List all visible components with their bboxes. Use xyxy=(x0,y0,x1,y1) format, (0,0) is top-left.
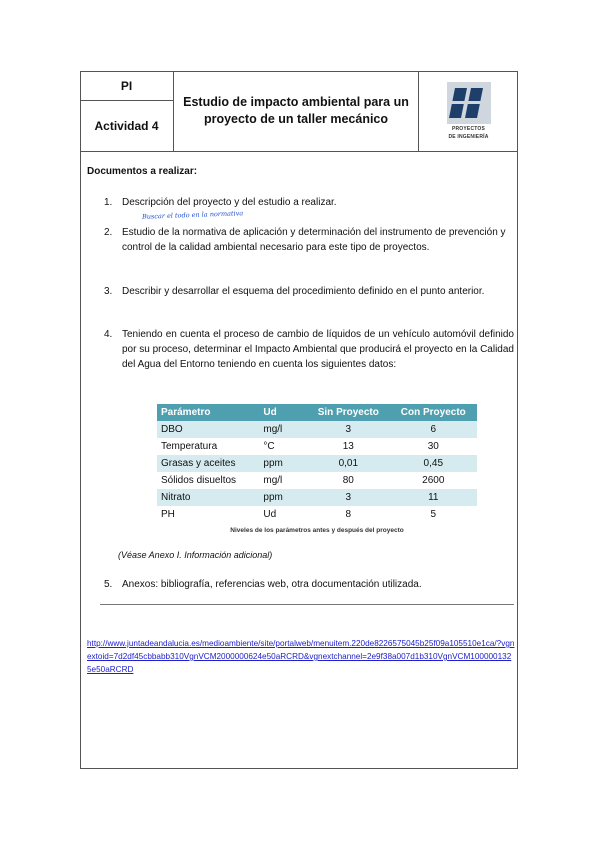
table-cell: Ud xyxy=(259,506,307,523)
table-row xyxy=(157,421,477,438)
reference-link[interactable]: http://www.juntadeandalucia.es/medioambiente/site/portalweb/menuitem.220de8226575045b25f09a105510e1ca/?vgnextoid=7d2df45cbbabb310VgnVCM2000000624e50aRCRD&vgnextchannel=2e9f38a007d1b310VgnVCM1000001325e50aRCRD xyxy=(87,639,515,674)
table-cell: 8 xyxy=(307,506,390,523)
table-cell: 0,01 xyxy=(307,455,390,472)
course-code: PI xyxy=(80,71,174,101)
list-number: 5. xyxy=(104,579,113,590)
table-cell: ppm xyxy=(259,455,307,472)
table-cell: Nitrato xyxy=(157,489,259,506)
table-cell: 3 xyxy=(307,421,390,438)
logo xyxy=(419,71,518,151)
parameters-table xyxy=(157,404,477,523)
table-row xyxy=(157,472,477,489)
documents-heading: Documentos a realizar: xyxy=(87,166,198,177)
table-cell: 2600 xyxy=(390,472,477,489)
logo-icon xyxy=(447,82,491,124)
list-text: Anexos: bibliografía, referencias web, otra documentación utilizada. xyxy=(122,579,422,590)
list-text: Describir y desarrollar el esquema del procedimiento definido en el punto anterior. xyxy=(122,286,485,297)
table-row xyxy=(157,455,477,472)
table-cell: 11 xyxy=(390,489,477,506)
table-cell: mg/l xyxy=(259,421,307,438)
header-divider xyxy=(80,151,518,152)
activity-label: Actividad 4 xyxy=(80,101,174,151)
table-caption: Niveles de los parámetros antes y después del proyecto xyxy=(230,527,404,534)
column-header: Sin Proyecto xyxy=(307,404,390,421)
section-divider xyxy=(100,604,514,605)
column-header: Parámetro xyxy=(157,404,259,421)
table-row xyxy=(157,438,477,455)
column-header: Con Proyecto xyxy=(390,404,477,421)
table-cell: 0,45 xyxy=(390,455,477,472)
list-number: 2. xyxy=(104,227,113,238)
table-header-row xyxy=(157,404,477,421)
table-cell: mg/l xyxy=(259,472,307,489)
annex-note: (Véase Anexo I. Información adicional) xyxy=(118,550,273,560)
table-cell: 3 xyxy=(307,489,390,506)
table-cell: Grasas y aceites xyxy=(157,455,259,472)
list-number: 1. xyxy=(104,197,113,208)
title-line-2: proyecto de un taller mecánico xyxy=(203,112,389,126)
table-row xyxy=(157,506,477,523)
table-cell: 13 xyxy=(307,438,390,455)
list-text: Estudio de la normativa de aplicación y determinación del instrumento de prevención y control de la calidad ambiental necesario para este tipo de proyectos. xyxy=(122,227,506,253)
column-header: Ud xyxy=(259,404,307,421)
table-row xyxy=(157,489,477,506)
list-text: Descripción del proyecto y del estudio a realizar. xyxy=(122,197,337,208)
table-cell: Sólidos disueltos xyxy=(157,472,259,489)
list-text: Teniendo en cuenta el proceso de cambio de líquidos de un vehículo automóvil definido por su proceso, determinar el Impacto Ambiental que producirá el proyecto en la Calidad del Agua del Entorno teniendo en cuenta los siguientes datos: xyxy=(122,329,514,370)
table-cell: 6 xyxy=(390,421,477,438)
table-cell: 5 xyxy=(390,506,477,523)
table-cell: 30 xyxy=(390,438,477,455)
table-cell: DBO xyxy=(157,421,259,438)
table-cell: Temperatura xyxy=(157,438,259,455)
document-title xyxy=(174,71,419,151)
logo-caption-1: PROYECTOS xyxy=(451,126,486,132)
title-line-1: Estudio de impacto ambiental para un xyxy=(183,95,409,109)
list-number: 3. xyxy=(104,286,113,297)
logo-caption-2: DE INGENIERÍA xyxy=(448,134,489,140)
table-cell: ppm xyxy=(259,489,307,506)
list-number: 4. xyxy=(104,329,113,340)
table-cell: 80 xyxy=(307,472,390,489)
table-cell: °C xyxy=(259,438,307,455)
table-cell: PH xyxy=(157,506,259,523)
handwritten-note: Buscar el todo en la normativa xyxy=(141,209,244,221)
